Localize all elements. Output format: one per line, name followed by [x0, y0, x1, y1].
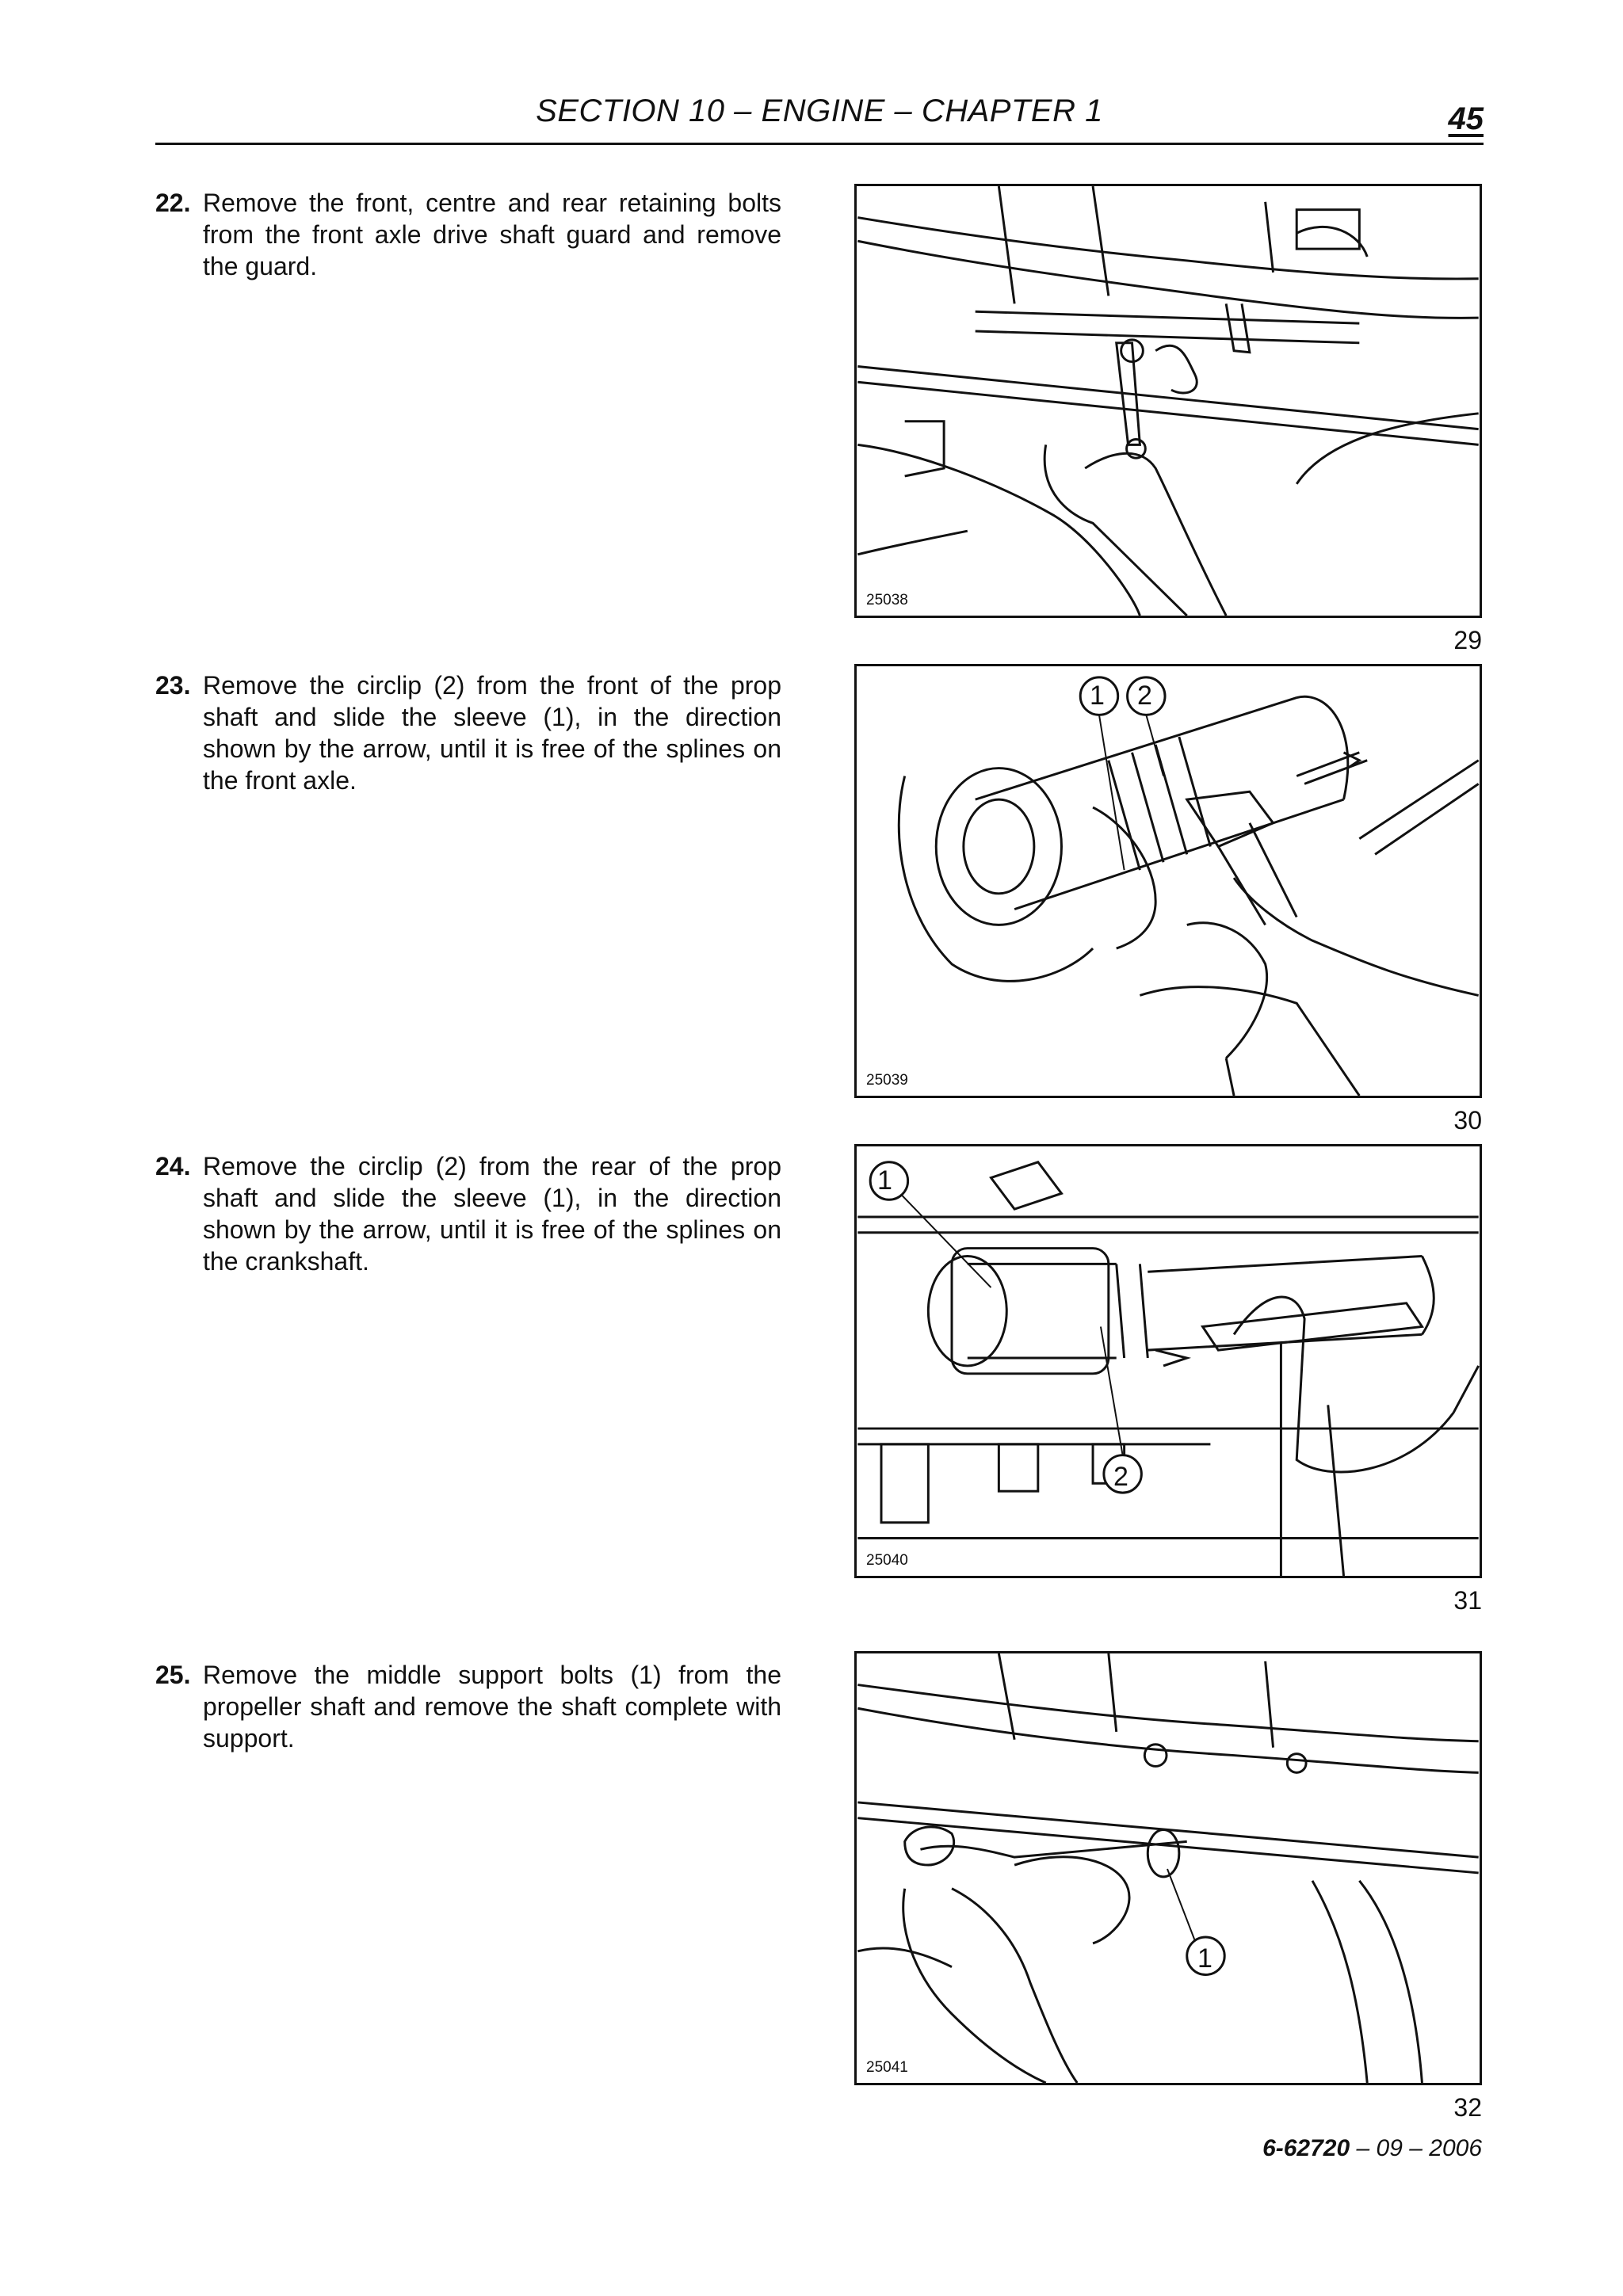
page-number: 45 [1448, 101, 1484, 136]
drive-shaft-guard-drawing [857, 186, 1480, 616]
callout-1: 1 [1090, 681, 1105, 711]
page-header [155, 87, 1484, 145]
step-text: Remove the circlip (2) from the front of the prop shaft and slide the sleeve (1), in the direction shown by the arrow, until it is free of the splines on the front axle. [203, 671, 781, 795]
section-title: SECTION 10 – ENGINE – CHAPTER 1 [536, 93, 1103, 128]
figure-number: 31 [1453, 1586, 1482, 1615]
step-number: 23. [155, 671, 191, 700]
callout-2: 2 [1137, 681, 1152, 711]
figure-reference: 25039 [866, 1072, 908, 1089]
figure-number: 32 [1453, 2093, 1482, 2122]
step-number: 22. [155, 189, 191, 217]
figure-31-illustration [854, 1144, 1482, 1578]
document-number: 6-62720 [1262, 2135, 1350, 2161]
step-25 [155, 1659, 781, 1754]
figure-reference: 25040 [866, 1552, 908, 1569]
callout-2: 2 [1113, 1462, 1128, 1492]
page-footer [1262, 2135, 1482, 2162]
step-23 [155, 669, 781, 796]
figure-number: 29 [1453, 626, 1482, 654]
step-text: Remove the front, centre and rear retaining bolts from the front axle drive shaft guard and remove the guard. [203, 189, 781, 280]
step-number: 24. [155, 1152, 191, 1180]
figure-29-illustration [854, 184, 1482, 618]
callout-markers [857, 1146, 1480, 1576]
callout-markers [857, 666, 1480, 1096]
step-text: Remove the circlip (2) from the rear of the prop shaft and slide the sleeve (1), in the direction shown by the arrow, until it is free of the splines on the crankshaft. [203, 1152, 781, 1276]
publication-date: – 09 – 2006 [1356, 2135, 1482, 2161]
step-22 [155, 187, 781, 282]
step-24 [155, 1150, 781, 1277]
step-number: 25. [155, 1661, 191, 1689]
figure-number: 30 [1453, 1106, 1482, 1135]
figure-reference: 25038 [866, 592, 908, 608]
figure-reference: 25041 [866, 2059, 908, 2076]
callout-1: 1 [1197, 1943, 1212, 1974]
figure-32-illustration [854, 1651, 1482, 2085]
callout-1: 1 [877, 1165, 892, 1196]
step-text: Remove the middle support bolts (1) from the propeller shaft and remove the shaft complete with support. [203, 1661, 781, 1753]
callout-markers [857, 1653, 1480, 2083]
figure-30-illustration [854, 664, 1482, 1098]
